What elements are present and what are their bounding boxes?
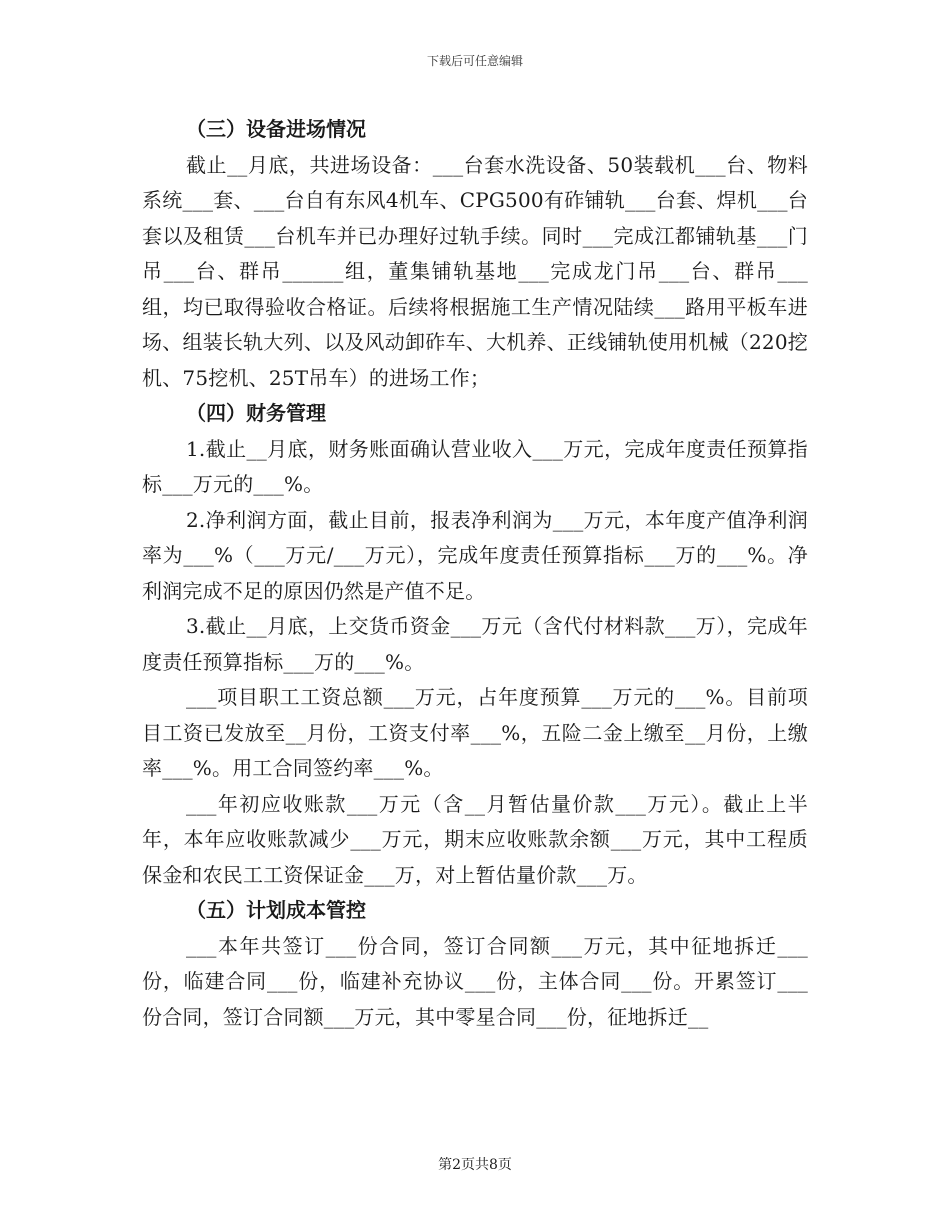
paragraph-finance-cash: 3.截止__月底，上交货币资金___万元（含代付材料款___万），完成年度责任预算指标___万的___%。 — [142, 614, 808, 674]
page-number: 第2页共8页 — [438, 1157, 512, 1173]
section-heading-cost: （五）计划成本管控 — [186, 898, 366, 922]
page-header-note: 下载后可任意编辑 — [426, 54, 523, 68]
section-heading-finance: （四）财务管理 — [186, 401, 326, 425]
paragraph-finance-receivables: ___年初应收账款___万元（含__月暂估量价款___万元）。截止上半年，本年应收账款减少___万元，期末应收账款余额___万元，其中工程质保金和农民工工资保证金___万，对上暂估量价款___万。 — [142, 791, 808, 887]
paragraph-finance-wages: ___项目职工工资总额___万元，占年度预算___万元的___%。目前项目工资已发放至__月份，工资支付率___%，五险二金上缴至__月份，上缴率___%。用工合同签约率___%。 — [142, 685, 808, 780]
paragraph-cost-contracts: ___本年共签订___份合同，签订合同额___万元，其中征地拆迁___份，临建合同___份，临建补充协议___份，主体合同___份。开累签订___份合同，签订合同额___万元，其中零星合同___份，征地拆迁__ — [142, 933, 808, 1029]
section-heading-equipment: （三）设备进场情况 — [186, 117, 366, 141]
paragraph-finance-revenue: 1.截止__月底，财务账面确认营业收入___万元，完成年度责任预算指标___万元的___%。 — [142, 436, 808, 496]
paragraph-finance-profit: 2.净利润方面，截止目前，报表净利润为___万元，本年度产值净利润率为___%（___万元/___万元），完成年度责任预算指标___万的___%。净利润完成不足的原因仍然是产值不足。 — [142, 507, 808, 603]
document-body — [142, 112, 808, 1035]
paragraph-equipment: 截止__月底，共进场设备：___台套水洗设备、50装载机___台、物料系统___套、___台自有东风4机车、CPG500有砟铺轨___台套、焊机___台套以及租赁___台机车并已办理好过轨手续。同时___完成江都铺轨基___门吊___台、群吊______组，董集铺轨基地___完成龙门吊___台、群吊___组，均已取得验收合格证。后续将根据施工生产情况陆续___路用平板车进场、组装长轨大列、以及风动卸砟车、大机养、正线铺轨使用机械（220挖机、75挖机、25T吊车）的进场工作； — [142, 152, 808, 390]
